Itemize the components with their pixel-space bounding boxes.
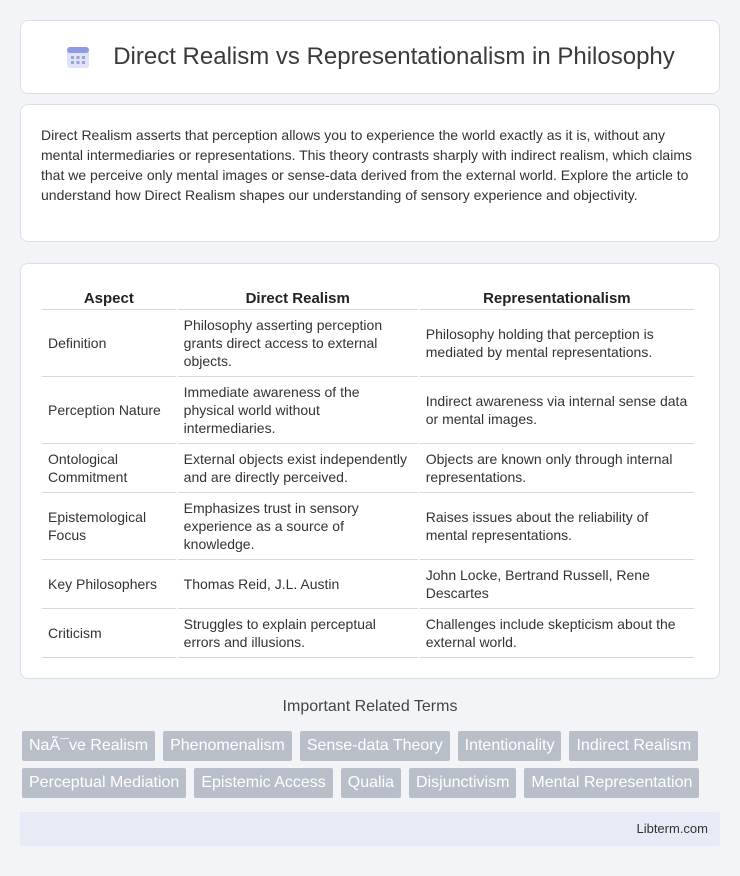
related-terms-title: Important Related Terms [282, 698, 458, 715]
row-aspect: Ontological Commitment [42, 444, 176, 493]
related-term-tag[interactable]: Perceptual Mediation [22, 768, 186, 798]
row-representationalism: Objects are known only through internal representations. [420, 444, 694, 493]
footer-site-link[interactable]: Libterm.com [636, 821, 708, 836]
row-aspect: Perception Nature [42, 377, 176, 444]
table-row [42, 377, 694, 444]
table-row [42, 560, 694, 609]
related-term-tag[interactable]: Phenomenalism [163, 731, 292, 761]
comparison-card [20, 263, 720, 679]
header-direct-realism: Direct Realism [178, 284, 418, 310]
row-direct-realism: Emphasizes trust in sensory experience as a source of knowledge. [178, 493, 418, 560]
row-direct-realism: External objects exist independently and are directly perceived. [178, 444, 418, 493]
row-representationalism: Raises issues about the reliability of mental representations. [420, 493, 694, 560]
table-row [42, 310, 694, 377]
related-term-tag[interactable]: Intentionality [458, 731, 562, 761]
calendar-icon [65, 44, 91, 70]
row-direct-realism: Immediate awareness of the physical world without intermediaries. [178, 377, 418, 444]
row-direct-realism: Philosophy asserting perception grants direct access to external objects. [178, 310, 418, 377]
row-representationalism: Indirect awareness via internal sense data or mental images. [420, 377, 694, 444]
related-term-tag[interactable]: Sense-data Theory [300, 731, 450, 761]
row-representationalism: Philosophy holding that perception is mediated by mental representations. [420, 310, 694, 377]
table-header-row [42, 284, 694, 310]
row-aspect: Criticism [42, 609, 176, 658]
row-aspect: Epistemological Focus [42, 493, 176, 560]
header-card [20, 20, 720, 94]
row-direct-realism: Struggles to explain perceptual errors and illusions. [178, 609, 418, 658]
footer [20, 812, 720, 846]
table-row [42, 444, 694, 493]
intro-text: Direct Realism asserts that perception allows you to experience the world exactly as it is, without any mental intermediaries or representations. This theory contrasts sharply with indirect realism, which claims that we perceive only mental images or sense-data derived from the external world. Explore the article to understand how Direct Realism shapes our understanding of sensory experience and objectivity. [41, 127, 692, 203]
related-term-tag[interactable]: Indirect Realism [569, 731, 698, 761]
intro-card [20, 104, 720, 242]
related-term-tag[interactable]: Epistemic Access [194, 768, 332, 798]
header-aspect: Aspect [42, 284, 176, 310]
header-representationalism: Representationalism [420, 284, 694, 310]
related-term-tag[interactable]: Mental Representation [524, 768, 699, 798]
row-direct-realism: Thomas Reid, J.L. Austin [178, 560, 418, 609]
table-row [42, 493, 694, 560]
row-representationalism: John Locke, Bertrand Russell, Rene Descartes [420, 560, 694, 609]
table-row [42, 609, 694, 658]
comparison-table [40, 284, 696, 658]
related-term-tag[interactable]: Qualia [341, 768, 401, 798]
page-title: Direct Realism vs Representationalism in Philosophy [113, 43, 675, 70]
related-term-tag[interactable]: Disjunctivism [409, 768, 516, 798]
row-representationalism: Challenges include skepticism about the external world. [420, 609, 694, 658]
row-aspect: Key Philosophers [42, 560, 176, 609]
related-terms-list [22, 731, 722, 798]
related-term-tag[interactable]: NaÃ¯ve Realism [22, 731, 155, 761]
row-aspect: Definition [42, 310, 176, 377]
